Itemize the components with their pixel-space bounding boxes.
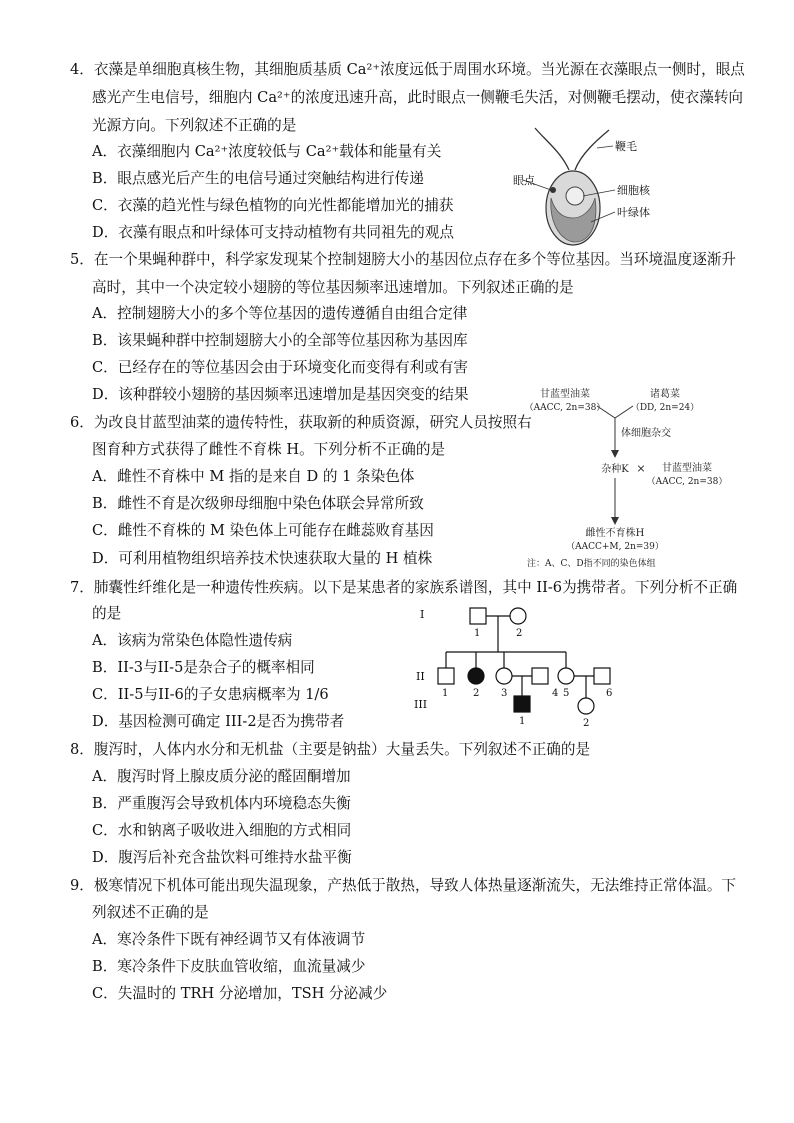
q5-stem-line-1: 5．在一个果蝇种群中，科学家发现某个控制翅膀大小的基因位点存在多个等位基因。当环境温度逐渐升	[70, 251, 737, 268]
gen-label-1: I	[420, 608, 425, 621]
result-genotype: （AACC+M, 2n=39）	[566, 542, 664, 552]
flagellum-right	[575, 130, 609, 170]
I-1-male	[470, 608, 486, 624]
gen-label-3: III	[414, 698, 428, 711]
q8-option-a: A．腹泻时肾上腺皮质分泌的醛固酮增加	[92, 768, 351, 785]
chloroplast-label: 叶绿体	[617, 206, 650, 219]
q5-option-c: C．已经存在的等位基因会由于环境变化而变得有利或有害	[92, 359, 469, 376]
q7-option-c: C．II-5与II-6的子女患病概率为 1/6	[92, 686, 329, 703]
I-2-female	[510, 608, 526, 624]
II-5-female	[558, 668, 574, 684]
result-label: 雌性不育株H	[585, 528, 645, 539]
q5-stem-line-2: 高时，其中一个决定较小翅膀的等位基因频率迅速增加。下列叙述正确的是	[92, 279, 574, 296]
III-1-male-affected	[514, 696, 530, 712]
eyespot-label: 眼点	[513, 174, 535, 187]
breeding-diagram	[515, 384, 735, 572]
III-1-number: 1	[519, 716, 526, 727]
pedigree-chart	[410, 600, 630, 730]
q6-stem-line-2: 图育种方式获得了雌性不育株 H。下列分析不正确的是	[92, 441, 446, 458]
I-1-number: 1	[474, 628, 481, 639]
q6-option-c: C．雌性不育株的 M 染色体上可能存在雌蕊败育基因	[92, 522, 434, 539]
parent1-genotype: （AACC, 2n=38）	[524, 403, 606, 413]
II-6-male	[594, 668, 610, 684]
q4-option-a: A．衣藻细胞内 Ca²⁺浓度较低与 Ca²⁺载体和能量有关	[92, 143, 442, 160]
cross-symbol: ×	[636, 462, 646, 475]
q9-option-a: A．寒冷条件下既有神经调节又有体液调节	[92, 931, 366, 948]
II-1-male	[438, 668, 454, 684]
II-4-male	[532, 668, 548, 684]
parent3-genotype: （AACC, 2n=38）	[646, 477, 728, 487]
q4-stem-line-1: 4．衣藻是单细胞真核生物，其细胞质基质 Ca²⁺浓度远低于周围水环境。当光源在衣藻眼点一侧时，眼点	[70, 61, 745, 78]
q7-stem-line-2: 的是	[92, 605, 122, 622]
q6-stem-line-1: 6．为改良甘蓝型油菜的遗传特性，获取新的种质资源，研究人员按照右	[70, 414, 532, 431]
II-2-female-affected	[468, 668, 484, 684]
q6-option-d: D．可利用植物组织培养技术快速获取大量的 H 植株	[92, 550, 433, 567]
q8-option-d: D．腹泻后补充含盐饮料可维持水盐平衡	[92, 849, 352, 866]
II-3-female	[496, 668, 512, 684]
II-4-number: 4	[552, 688, 559, 699]
q7-option-a: A．该病为常染色体隐性遗传病	[92, 632, 293, 649]
q5-option-a: A．控制翅膀大小的多个等位基因的遗传遵循自由组合定律	[92, 305, 468, 322]
q4-stem-line-2: 感光产生电信号，细胞内 Ca²⁺的浓度迅速升高，此时眼点一侧鞭毛失活，对侧鞭毛摆动，使衣藻转向	[92, 89, 744, 106]
q7-stem-line-1: 7．肺囊性纤维化是一种遗传性疾病。以下是某患者的家族系谱图，其中 II-6为携带者。下列分析不正确	[70, 579, 738, 596]
process-label: 体细胞杂交	[621, 428, 671, 439]
q8-option-b: B．严重腹泻会导致机体内环境稳态失衡	[92, 795, 351, 812]
hybrid-label: 杂种K	[601, 464, 629, 475]
q4-option-b: B．眼点感光后产生的电信号通过突触结构进行传递	[92, 170, 424, 187]
II-2-number: 2	[473, 688, 480, 699]
q9-option-b: B．寒冷条件下皮肤血管收缩，血流量减少	[92, 958, 366, 975]
q4-stem-line-3: 光源方向。下列叙述不正确的是	[92, 117, 297, 134]
parent2-genotype: （DD, 2n=24）	[630, 403, 700, 413]
q6-option-b: B．雌性不育是次级卵母细胞中染色体联会异常所致	[92, 495, 424, 512]
II-1-number: 1	[442, 688, 449, 699]
q7-option-d: D．基因检测可确定 III-2是否为携带者	[92, 713, 345, 730]
q4-option-c: C．衣藻的趋光性与绿色植物的向光性都能增加光的捕获	[92, 197, 454, 214]
q8-option-c: C．水和钠离子吸收进入细胞的方式相同	[92, 822, 352, 839]
parent2-name: 诸葛菜	[650, 389, 680, 400]
III-2-number: 2	[583, 718, 590, 729]
q5-option-d: D．该种群较小翅膀的基因频率迅速增加是基因突变的结果	[92, 386, 469, 403]
II-3-number: 3	[501, 688, 508, 699]
flagella-label: 鞭毛	[615, 140, 637, 153]
III-2-female	[578, 698, 594, 714]
q5-option-b: B．该果蝇种群中控制翅膀大小的全部等位基因称为基因库	[92, 332, 468, 349]
q6-option-a: A．雌性不育株中 M 指的是来自 D 的 1 条染色体	[92, 468, 415, 485]
parent3-name: 甘蓝型油菜	[662, 463, 712, 474]
gen-label-2: II	[416, 670, 425, 683]
q9-option-c: C．失温时的 TRH 分泌增加，TSH 分泌减少	[92, 985, 388, 1002]
q9-stem-line-1: 9．极寒情况下机体可能出现失温现象，产热低于散热，导致人体热量逐渐流失，无法维持正常体温。下	[70, 877, 737, 894]
q4-option-d: D．衣藻有眼点和叶绿体可支持动植物有共同祖先的观点	[92, 224, 454, 241]
flagellum-left	[535, 128, 569, 170]
q9-stem-line-2: 列叙述不正确的是	[92, 904, 209, 921]
parent1-name: 甘蓝型油菜	[540, 389, 590, 400]
II-5-number: 5	[563, 688, 570, 699]
I-2-number: 2	[516, 628, 523, 639]
q7-option-b: B．II-3与II-5是杂合子的概率相同	[92, 659, 315, 676]
q8-stem-line-1: 8．腹泻时，人体内水分和无机盐（主要是钠盐）大量丢失。下列叙述不正确的是	[70, 741, 591, 758]
nucleus-label: 细胞核	[617, 184, 650, 197]
alga-figure	[505, 118, 675, 246]
II-6-number: 6	[606, 688, 613, 699]
nucleus-shape	[566, 187, 584, 205]
breeding-note: 注：A、C、D指不同的染色体组	[527, 559, 656, 569]
